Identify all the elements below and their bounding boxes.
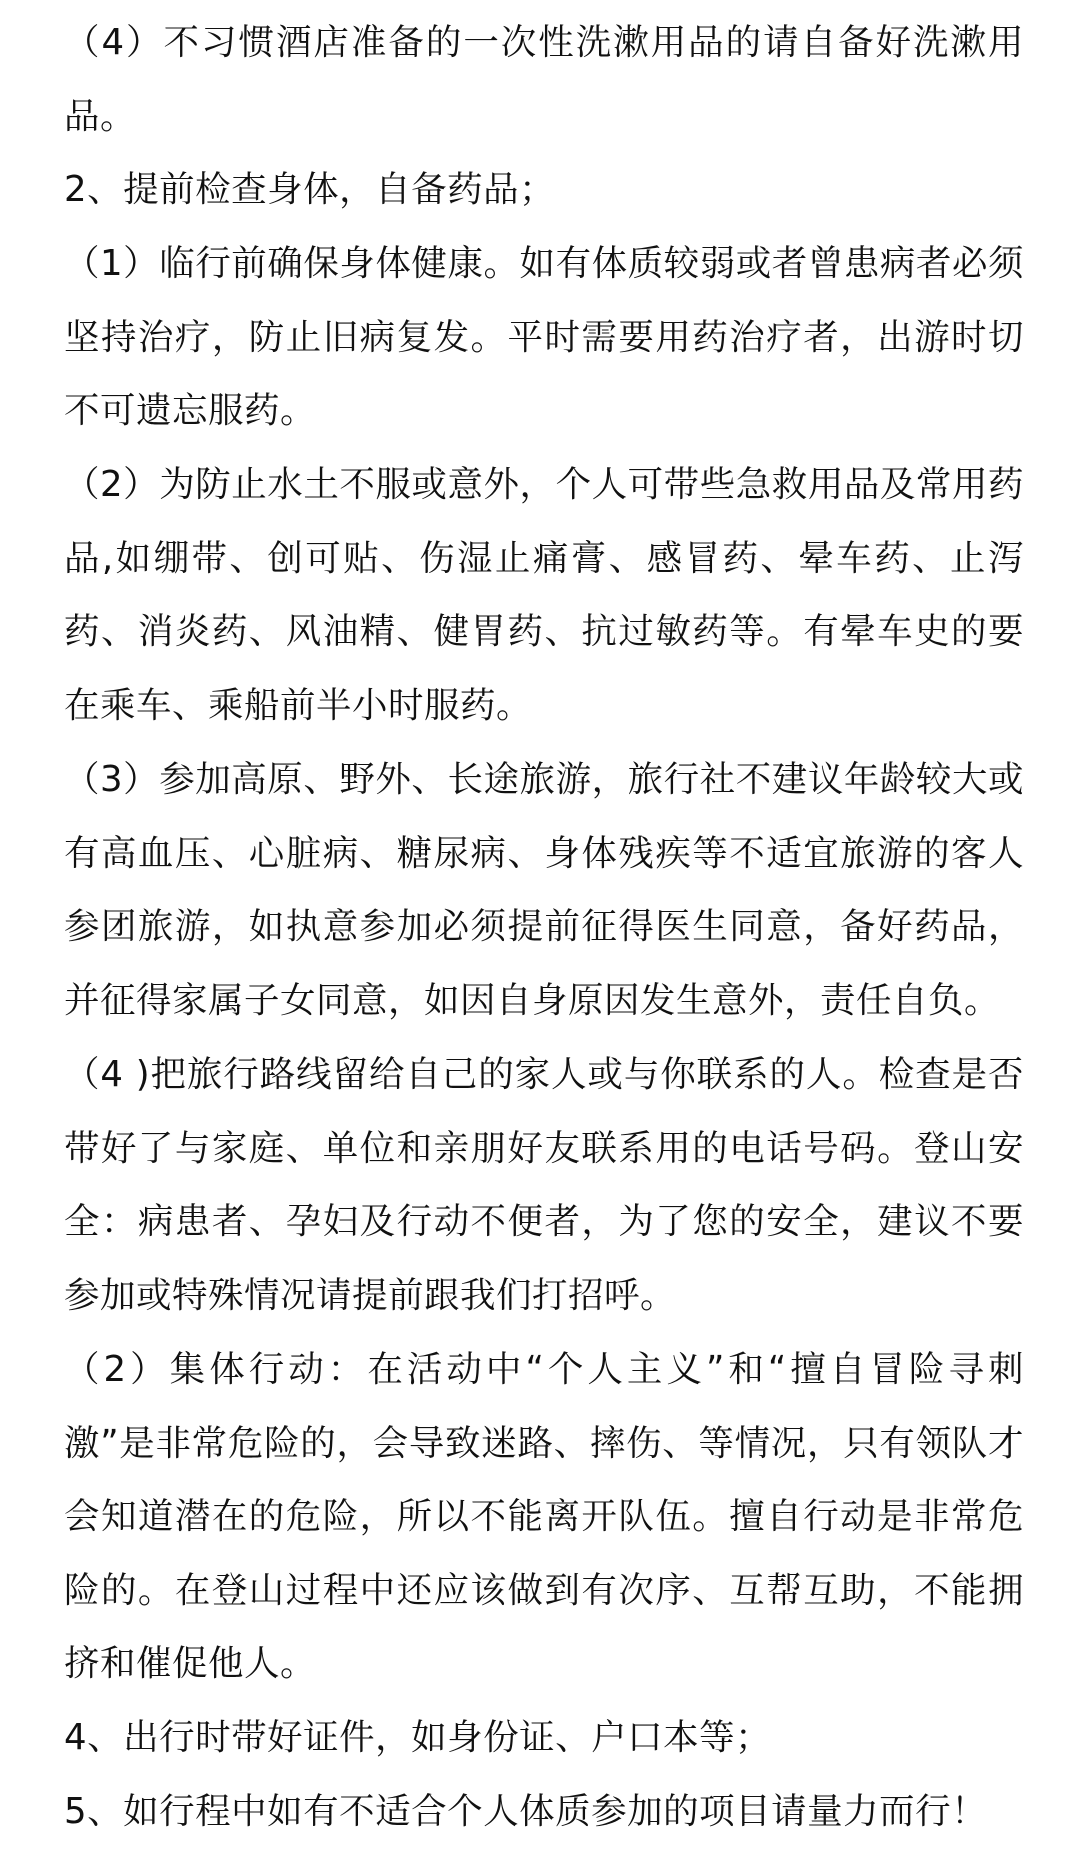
paragraph-route-contact: （4 )把旅行路线留给自己的家人或与你联系的人。检查是否带好了与家庭、单位和亲朋好友联系用的电话号码。登山安全：病患者、孕妇及行动不便者，为了您的安全，建议不要参加或特殊情况请提前跟我们打招呼。 [64, 1054, 1024, 1316]
paragraph-toiletries: （4）不习惯酒店准备的一次性洗漱用品的请自备好洗漱用品。 [64, 22, 1024, 137]
paragraph-medicine: （2）为防止水土不服或意外，个人可带些急救用品及常用药品,如绷带、创可贴、伤湿止痛膏、感冒药、晕车药、止泻药、消炎药、风油精、健胃药、抗过敏药等。有晕车史的要在乘车、乘船前半小时服药。 [64, 464, 1024, 726]
paragraph-health-before-trip: （1）临行前确保身体健康。如有体质较弱或者曾患病者必须坚持治疗，防止旧病复发。平时需要用药治疗者，出游时切不可遗忘服药。 [64, 243, 1024, 431]
paragraph-group-action: （2）集体行动：在活动中“个人主义”和“擅自冒险寻刺激”是非常危险的，会导致迷路、摔伤、等情况，只有领队才会知道潜在的危险，所以不能离开队伍。擅自行动是非常危险的。在登山过程中还应该做到有次序、互帮互助，不能拥挤和催促他人。 [64, 1349, 1024, 1684]
heading-personal-fitness: 5、如行程中如有不适合个人体质参加的项目请量力而行！ [64, 1791, 988, 1832]
heading-documents: 4、出行时带好证件，如身份证、户口本等； [64, 1717, 772, 1758]
paragraph-high-altitude: （3）参加高原、野外、长途旅游，旅行社不建议年龄较大或有高血压、心脏病、糖尿病、身体残疾等不适宜旅游的客人参团旅游，如执意参加必须提前征得医生同意，备好药品，并征得家属子女同意，如因自身原因发生意外，责任自负。 [64, 759, 1024, 1021]
heading-health-check: 2、提前检查身体，自备药品； [64, 169, 556, 210]
